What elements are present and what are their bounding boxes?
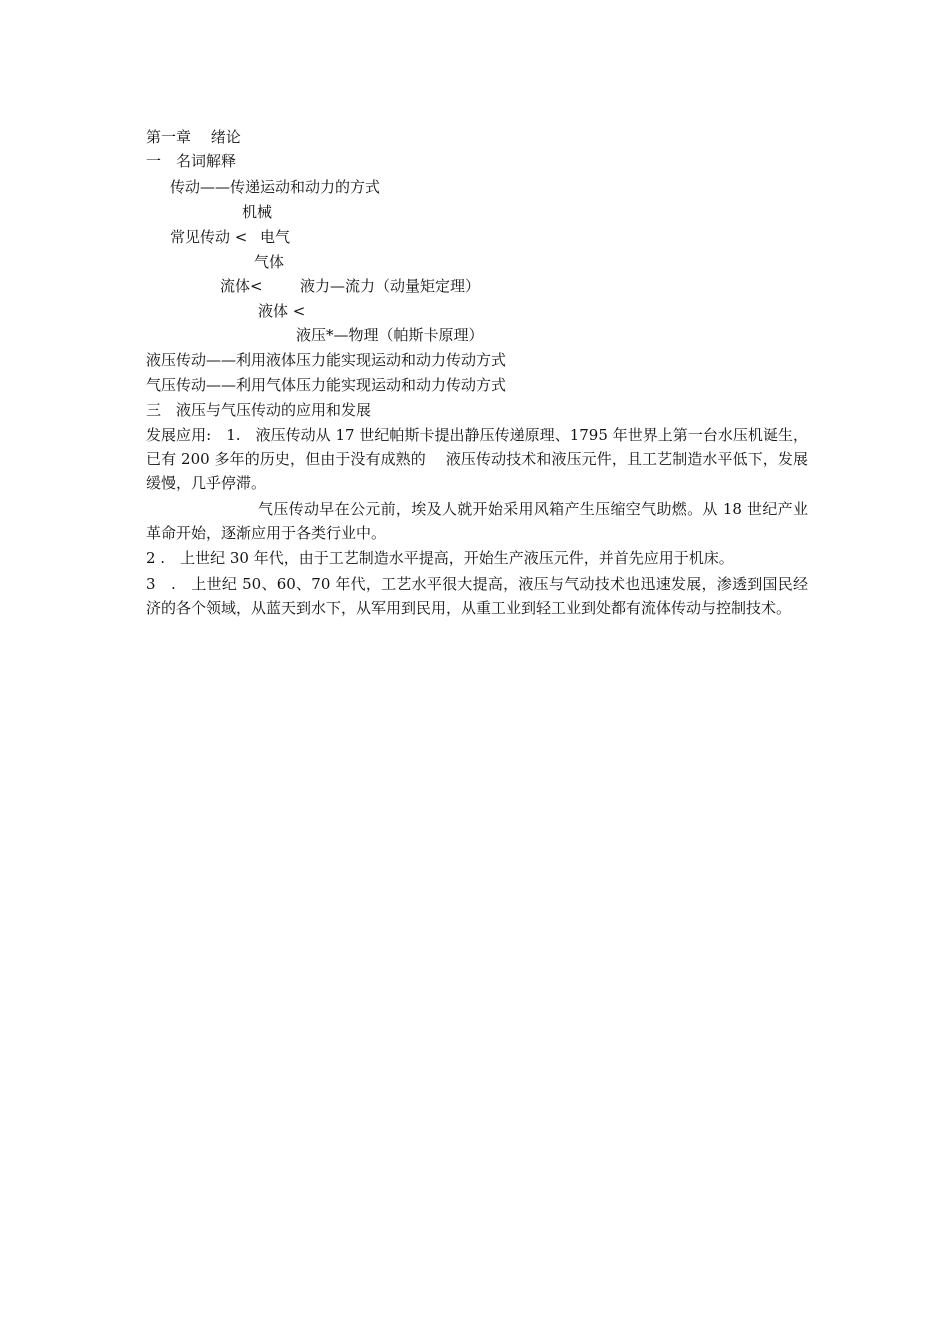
tree-hydrodynamic: 液力—流力（动量矩定理） [300,277,481,295]
definition-pneumatic: 气压传动——利用气体压力能实现运动和动力传动方式 [146,376,507,394]
section-three-heading: 三 液压与气压传动的应用和发展 [146,401,372,419]
tree-electrical: 电气 [260,228,291,246]
chapter-title: 第一章 绪论 [146,128,241,146]
tree-mechanical: 机械 [242,203,273,221]
tree-gas: 气体 [254,253,285,271]
paragraph-development-2: 2 . 上世纪 30 年代，由于工艺制造水平提高，开始生产液压元件，并首先应用于机床。 [146,549,734,567]
tree-fluid: 流体< [220,277,263,295]
definition-hydraulic: 液压传动——利用液体压力能实现运动和动力传动方式 [146,351,507,369]
paragraph-development-1: 发展应用: 1. 液压传动从 17 世纪帕斯卡提出静压传递原理、1795 年世界上第一台水压机诞生，已有 200 多年的历史，但由于没有成熟的 液压传动技术和液压元件，且工艺制造水平低下，发展缓慢，几乎停滞。 [146,426,808,492]
definition-transmission: 传动——传递运动和动力的方式 [170,178,381,196]
tree-hydrostatic: 液压*—物理（帕斯卡原理） [296,326,484,344]
section-one-heading: 一 名词解释 [146,152,237,170]
paragraph-development-3: 3 . 上世纪 50、60、70 年代，工艺水平很大提高，液压与气动技术也迅速发展，渗透到国民经济的各个领域，从蓝天到水下，从军用到民用，从重工业到轻工业到处都有流体传动与控制技术。 [146,575,808,617]
tree-liquid: 液体 < [258,302,306,320]
tree-common-transmission: 常见传动 < [170,228,248,246]
paragraph-pneumatic-history: 气压传动早在公元前，埃及人就开始采用风箱产生压缩空气助燃。从 18 世纪产业革命开始，逐渐应用于各类行业中。 [146,500,808,542]
